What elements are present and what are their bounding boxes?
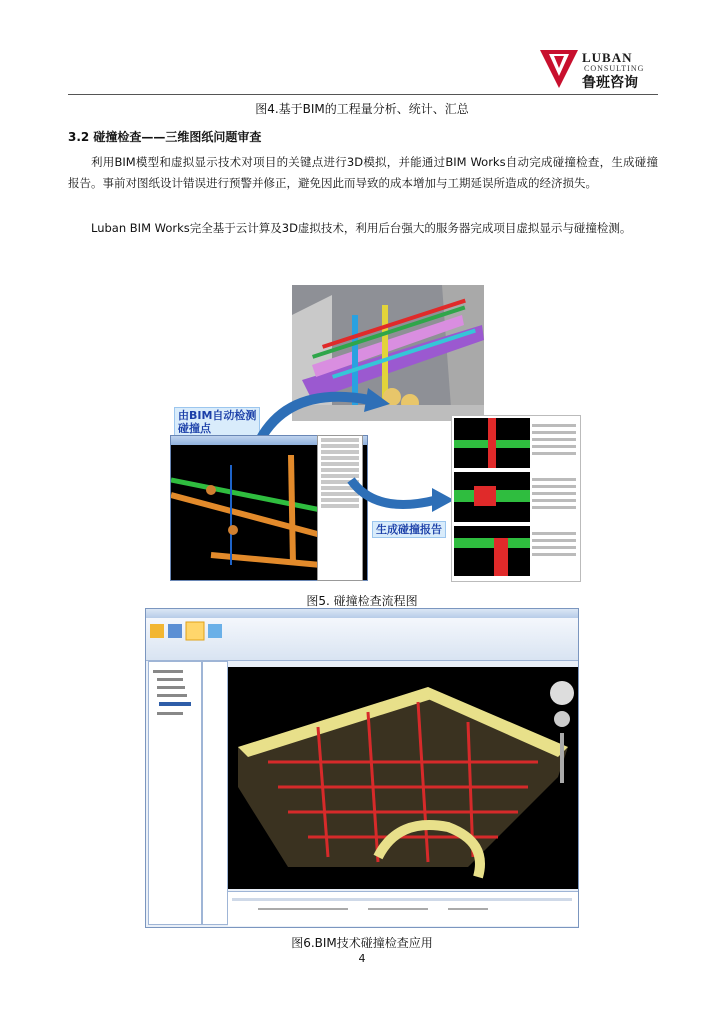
label-auto-detect: 由BIM自动检测 碰撞点 bbox=[174, 407, 260, 437]
label-report: 生成碰撞报告 bbox=[372, 521, 446, 538]
report-image-2 bbox=[454, 472, 530, 522]
logo-text-en: LUBAN bbox=[582, 50, 633, 65]
curved-arrow-2-icon bbox=[346, 460, 456, 530]
report-image-3 bbox=[454, 526, 530, 576]
luban-v-logo-icon bbox=[540, 50, 578, 88]
building-3d-model-image bbox=[228, 667, 578, 889]
ribbon-icons bbox=[146, 618, 226, 658]
app-titlebar bbox=[146, 609, 578, 618]
figure5-flowchart bbox=[170, 285, 580, 580]
app-filter-panel bbox=[202, 661, 228, 925]
paragraph-2: Luban BIM Works完全基于云计算及3D虚拟技术，利用后台强大的服务器完成项目虚拟显示与碰撞检测。 bbox=[91, 221, 632, 235]
logo-text-zh: 鲁班咨询 bbox=[582, 75, 638, 91]
app-tree-panel bbox=[148, 661, 202, 925]
figure6-caption: 图6.BIM技术碰撞检查应用 bbox=[291, 936, 433, 950]
section-heading: 3.2 碰撞检查——三维图纸问题审查 bbox=[68, 130, 262, 144]
figure4-caption: 图4.基于BIM的工程量分析、统计、汇总 bbox=[255, 102, 469, 116]
app-3d-viewport bbox=[228, 667, 578, 889]
collision-report bbox=[451, 415, 581, 582]
page-number: 4 bbox=[358, 952, 366, 965]
figure6-app-screenshot bbox=[145, 608, 579, 928]
app-ribbon bbox=[146, 618, 578, 661]
logo-text-en2: CONSULTING bbox=[584, 64, 645, 73]
header-rule bbox=[68, 94, 658, 95]
paragraph-1: 利用BIM模型和虚拟显示技术对项目的关键点进行3D模拟，并能通过BIM Works自动完成碰撞检查，生成碰撞报告。事前对图纸设计错误进行预警并修正，避免因此而导致的成本增加与工期延误所造成的经济损失。 bbox=[68, 155, 658, 190]
report-image-1 bbox=[454, 418, 530, 468]
app-result-table bbox=[228, 891, 578, 926]
luban-logo bbox=[540, 48, 660, 90]
figure5-caption: 图5. 碰撞检查流程图 bbox=[306, 594, 418, 608]
